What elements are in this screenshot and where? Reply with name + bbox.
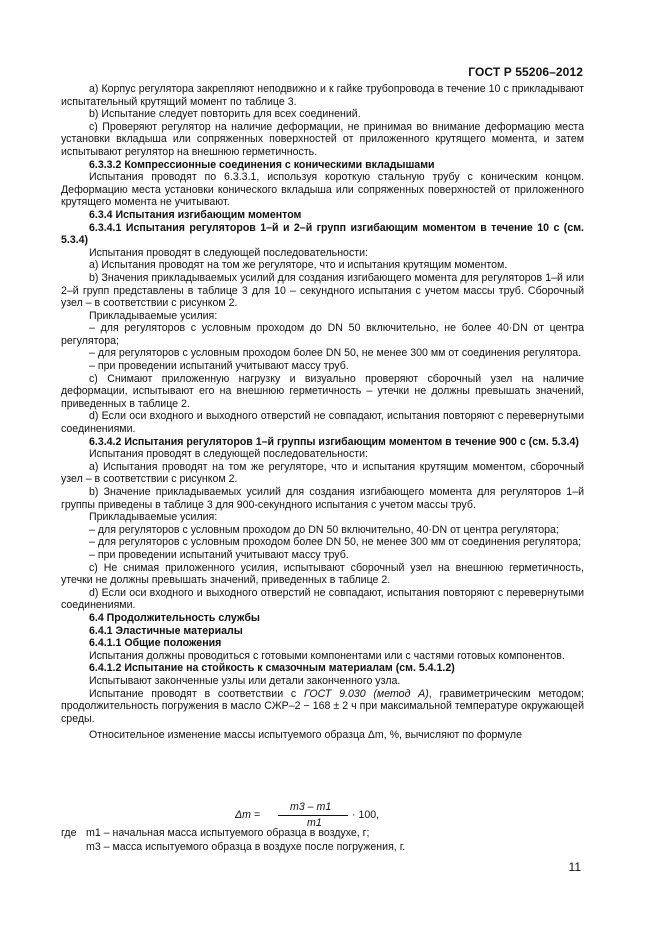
paragraph: с) Проверяют регулятор на наличие деформации, не принимая во внимание деформацию места установки вкладыша или сопряженных поверхностей от приложенного крутящего момента, и затем испытывают регулятор на внешнюю герметичность. <box>61 120 584 158</box>
paragraph: – для регуляторов с условным проходом более DN 50, не менее 300 мм от соединения регулятора; <box>89 536 582 549</box>
fraction-line <box>278 815 348 816</box>
paragraph: Испытывают законченные узлы или детали законченного узла. <box>89 674 401 687</box>
section-heading: 6.3.4 Испытания изгибающим моментом <box>89 208 302 221</box>
paragraph: d) Если оси входного и выходного отверстий не совпадают, испытания повторяют с перевернутыми соединениями. <box>61 586 584 612</box>
paragraph: – для регуляторов с условным проходом до DN 50 включительно, не более 40·DN от центра регулятора; <box>61 322 584 347</box>
formula-numerator: m3 – m1 <box>290 801 332 813</box>
paragraph: а) Корпус регулятора закрепляют неподвижно и к гайке трубопровода в течение 10 с прикладывают испытательный крутящий момент по таблице 3. <box>61 83 584 108</box>
paragraph: b) Испытание следует повторить для всех соединений. <box>89 108 361 121</box>
document-body <box>61 83 584 742</box>
paragraph: Прикладываемые усилия: <box>89 511 218 524</box>
section-heading: 6.3.4.2 Испытания регуляторов 1–й группы изгибающим моментом в течение 900 с (см. 5.3.4) <box>89 435 579 448</box>
section-heading: 6.3.4.1 Испытания регуляторов 1–й и 2–й групп изгибающим моментом в течение 10 с (см. 5.3.4) <box>61 221 584 247</box>
page-number: 11 <box>568 860 581 874</box>
paragraph: b) Значение прикладываемых усилий для создания изгибающего момента для регуляторов 1–й группы приведены в таблице 3 для 900-секундного испытания с учетом массы труб. <box>61 486 584 511</box>
paragraph: с) Не снимая приложенного усилия, испытывают сборочный узел на внешнюю герметичность, утечки не должны превышать значений, приведенных в таблице 2. <box>61 561 584 587</box>
formula <box>230 801 400 829</box>
paragraph: b) Значения прикладываемых усилий для создания изгибающего момента для регуляторов 1–й или 2–й групп представлены в таблице 3 для 10 – секундного испытания с учетом массы труб. Сборочный узел – в соответствии с рисунком 2. <box>61 271 584 310</box>
paragraph: Относительное изменение массы испытуемого образца Δm, %, вычисляют по формуле <box>89 729 522 742</box>
paragraph: а) Испытания проводят на том же регуляторе, что и испытания крутящим моментом. <box>89 259 508 272</box>
paragraph: Испытания проводят по 6.3.3.1, используя короткую стальную трубу с коническим концом. Деформацию места установки конического вкладыша или сопряженных поверхностей от приложенного крутящего момента не учитывают. <box>61 171 584 209</box>
where-m3: m3 – масса испытуемого образца в воздухе после погружения, г. <box>86 841 406 853</box>
paragraph-method <box>61 688 584 726</box>
method-after: , гравиметрическим методом; <box>428 687 584 700</box>
formula-denominator: m1 <box>307 817 322 829</box>
paragraph: – при проведении испытаний учитывают массу труб. <box>89 548 349 561</box>
paragraph: Испытания должны проводиться с готовыми компонентами или с частями готовых компонентов. <box>89 649 565 662</box>
standard-header: ГОСТ Р 55206–2012 <box>468 65 583 79</box>
section-heading: 6.4 Продолжительность службы <box>89 611 260 624</box>
paragraph: а) Испытания проводят на том же регуляторе, что и испытания крутящим моментом, сборочный узел – в соответствии с рисунком 2. <box>61 460 584 486</box>
formula-multiplier: · 100, <box>352 809 380 821</box>
formula-lhs: Δm = <box>235 809 261 821</box>
section-heading: 6.4.1 Эластичные материалы <box>89 624 243 637</box>
paragraph: – при проведении испытаний учитывают массу труб. <box>89 360 349 373</box>
section-heading: 6.4.1.1 Общие положения <box>89 637 222 650</box>
where-line-1 <box>61 827 370 840</box>
standard-reference: ГОСТ 9.030 (метод А) <box>303 687 429 700</box>
where-word: где <box>61 827 77 839</box>
method-continuation: продолжительность погружения в масло СЖР–2 − 168 ± 2 ч при максимальной температуре окружающей среды. <box>61 700 584 725</box>
method-before: Испытание проводят в соответствии с <box>89 687 304 700</box>
paragraph: – для регуляторов с условным проходом до DN 50 включительно, 40·DN от центра регулятора; <box>89 523 559 536</box>
paragraph: – для регуляторов с условным проходом более DN 50, не менее 300 мм от соединения регулятора. <box>89 347 582 360</box>
section-heading: 6.4.1.2 Испытание на стойкость к смазочным материалам (см. 5.4.1.2) <box>89 662 455 675</box>
paragraph: Испытания проводят в следующей последовательности: <box>89 246 368 259</box>
where-m1: m1 – начальная масса испытуемого образца в воздухе, г; <box>86 827 370 839</box>
paragraph: Прикладываемые усилия: <box>89 309 218 322</box>
paragraph: Испытания проводят в следующей последовательности: <box>89 448 368 461</box>
paragraph: d) Если оси входного и выходного отверстий не совпадают, испытания повторяют с перевернутыми соединениями. <box>61 410 584 436</box>
paragraph: с) Снимают приложенную нагрузку и визуально проверяют сборочный узел на наличие деформации, испытывают его на внешнюю герметичность – утечки не должны превышать значений, приведенных в таблице 2. <box>61 372 584 410</box>
section-heading: 6.3.3.2 Компрессионные соединения с коническими вкладышами <box>89 158 435 171</box>
